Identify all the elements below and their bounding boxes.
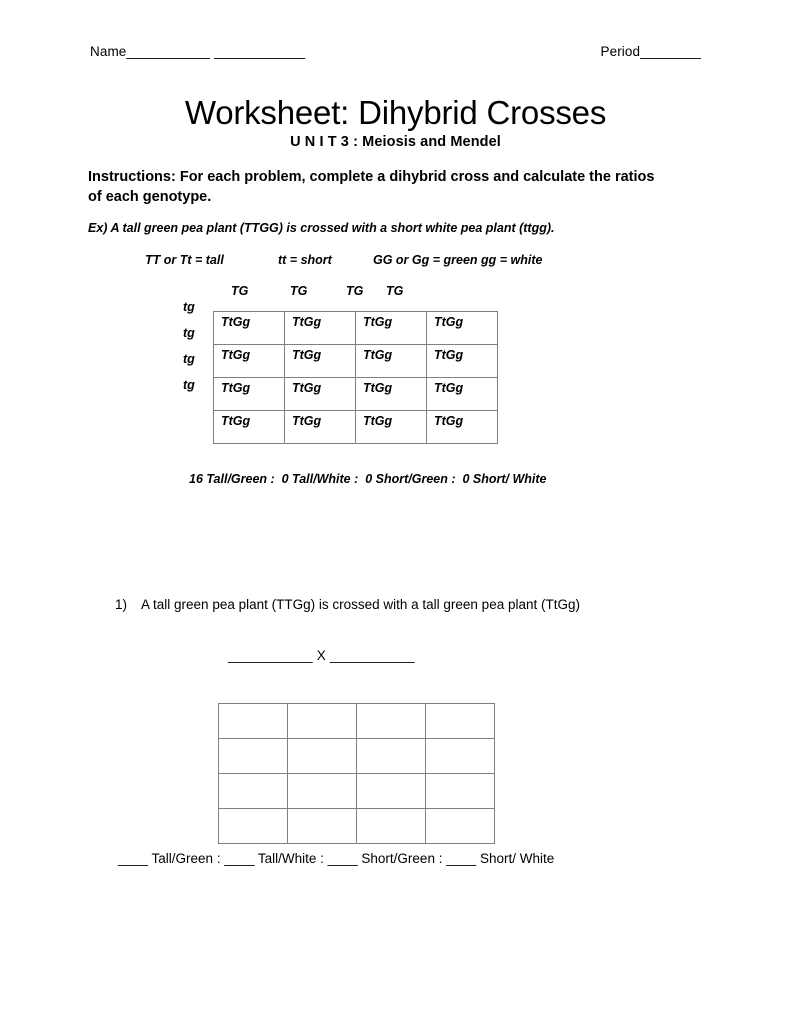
table-row <box>219 704 495 739</box>
example-ratio-line: 16 Tall/Green : 0 Tall/White : 0 Short/Green : 0 Short/ White <box>189 472 547 486</box>
punnett-cell[interactable]: TtGg <box>285 378 356 411</box>
punnett-cell[interactable]: TtGg <box>356 312 427 345</box>
punnett-cell[interactable]: TtGg <box>214 378 285 411</box>
question-1-punnett-square <box>218 703 495 844</box>
page-title: Worksheet: Dihybrid Crosses <box>184 94 607 131</box>
table-row <box>214 378 498 411</box>
punnett-cell[interactable] <box>288 809 357 844</box>
punnett-cell[interactable] <box>357 739 426 774</box>
punnett-cell[interactable]: TtGg <box>285 345 356 378</box>
column-header: TG <box>231 284 249 298</box>
table-row <box>214 345 498 378</box>
punnett-cell[interactable] <box>426 704 495 739</box>
allele-key <box>145 253 705 269</box>
table-row <box>219 739 495 774</box>
column-header: TG <box>290 284 308 298</box>
punnett-cell[interactable] <box>219 704 288 739</box>
period-field[interactable]: Period________ <box>600 44 701 59</box>
column-header: TG <box>386 284 404 298</box>
punnett-cell[interactable]: TtGg <box>214 345 285 378</box>
allele-key-short: tt = short <box>278 253 332 267</box>
example-column-headers <box>0 284 791 300</box>
row-header: tg <box>183 378 195 392</box>
allele-key-green-white: GG or Gg = green gg = white <box>373 253 543 267</box>
punnett-cell[interactable] <box>357 704 426 739</box>
punnett-cell[interactable]: TtGg <box>427 312 498 345</box>
punnett-cell[interactable]: TtGg <box>427 411 498 444</box>
punnett-cell[interactable] <box>219 774 288 809</box>
punnett-cell[interactable] <box>357 809 426 844</box>
punnett-cell[interactable]: TtGg <box>356 411 427 444</box>
table-row <box>214 411 498 444</box>
punnett-cell[interactable]: TtGg <box>285 312 356 345</box>
header-fields <box>90 44 701 64</box>
punnett-cell[interactable] <box>426 809 495 844</box>
row-header: tg <box>183 352 195 366</box>
allele-key-tall: TT or Tt = tall <box>145 253 224 267</box>
punnett-cell[interactable] <box>426 739 495 774</box>
question-text: A tall green pea plant (TTGg) is crossed with a tall green pea plant (TtGg) <box>141 597 580 612</box>
instructions-text: Instructions: For each problem, complete a dihybrid cross and calculate the ratios of each genotype. <box>88 169 655 205</box>
punnett-cell[interactable] <box>288 774 357 809</box>
example-punnett-square <box>213 311 498 444</box>
question-1-ratio-line[interactable]: ____ Tall/Green : ____ Tall/White : ____ Short/Green : ____ Short/ White <box>118 851 555 866</box>
punnett-cell[interactable] <box>219 739 288 774</box>
column-header: TG <box>346 284 364 298</box>
question-1 <box>115 597 675 612</box>
question-number: 1) <box>115 597 128 612</box>
row-header: tg <box>183 326 195 340</box>
name-field[interactable]: Name___________ ____________ <box>90 44 306 59</box>
punnett-cell[interactable]: TtGg <box>214 411 285 444</box>
punnett-cell[interactable]: TtGg <box>427 345 498 378</box>
cross-blank-line[interactable]: ___________ X ___________ <box>228 648 415 663</box>
table-row <box>219 809 495 844</box>
punnett-cell[interactable]: TtGg <box>214 312 285 345</box>
punnett-cell[interactable] <box>288 704 357 739</box>
punnett-cell[interactable] <box>219 809 288 844</box>
punnett-cell[interactable]: TtGg <box>356 378 427 411</box>
punnett-cell[interactable]: TtGg <box>285 411 356 444</box>
punnett-cell[interactable]: TtGg <box>427 378 498 411</box>
table-row <box>219 774 495 809</box>
punnett-cell[interactable] <box>288 739 357 774</box>
page-subtitle: U N I T 3 : Meiosis and Mendel <box>290 134 501 150</box>
example-prompt: Ex) A tall green pea plant (TTGG) is crossed with a short white pea plant (ttgg). <box>88 221 555 235</box>
table-row <box>214 312 498 345</box>
punnett-cell[interactable]: TtGg <box>356 345 427 378</box>
row-header: tg <box>183 300 195 314</box>
punnett-cell[interactable] <box>426 774 495 809</box>
punnett-cell[interactable] <box>357 774 426 809</box>
